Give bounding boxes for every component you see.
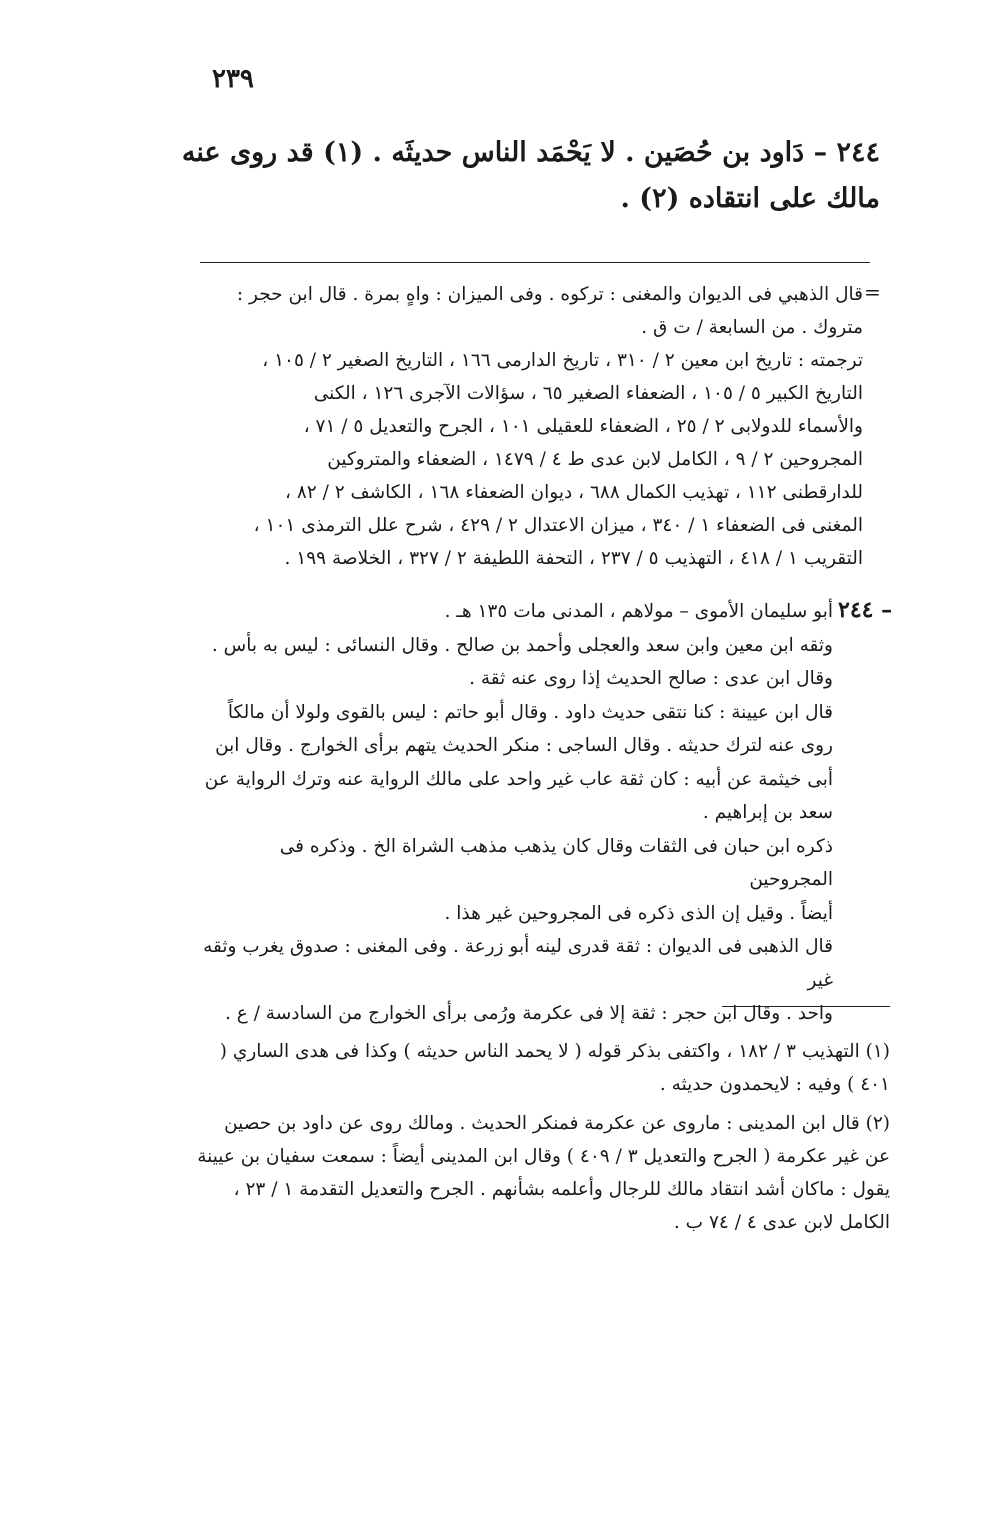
entry-line: قال ابن عيينة : كنا نتقى حديث داود . وقال أبو حاتم : ليس بالقوى ولولا أن مالكاً xyxy=(227,701,833,723)
notes-line: التقريب ١ / ٤١٨ ، التهذيب ٥ / ٢٣٧ ، التحفة اللطيفة ٢ / ٣٢٧ ، الخلاصة ١٩٩ . xyxy=(284,548,863,569)
notes-line: التاريخ الكبير ٥ / ١٠٥ ، الضعفاء الصغير ٦٥ ، سؤالات الآجرى ١٢٦ ، الكنى xyxy=(313,383,863,404)
main-entry-line: مالك على انتقاده (٢) . xyxy=(620,183,880,214)
divider-footnotes xyxy=(722,1006,890,1007)
notes-line: ترجمته : تاريخ ابن معين ٢ / ٣١٠ ، تاريخ الدارمى ١٦٦ ، التاريخ الصغير ٢ / ١٠٥ ، xyxy=(262,350,863,371)
entry-line: وقال ابن عدى : صالح الحديث إذا روى عنه ثقة . xyxy=(469,668,833,689)
divider-top xyxy=(200,262,870,263)
entry-number: ٢٤٤ – xyxy=(838,597,893,623)
entry-line: روى عنه لترك حديثه . وقال الساجى : منكر الحديث يتهم برأى الخوارج . وقال ابن xyxy=(215,735,833,756)
main-entry-line: ٢٤٤ – دَاود بن حُصَين . لا يَحْمَد الناس حديثَه . (١) قد روى عنه xyxy=(181,137,880,168)
entry-line: وثقه ابن معين وابن سعد والعجلى وأحمد بن صالح . وقال النسائى : ليس به بأس . xyxy=(211,634,833,656)
notes-line: قال الذهبي فى الديوان والمغنى : تركوه . وفى الميزان : واهٍ بمرة . قال ابن حجر : xyxy=(236,284,863,305)
footnote: (٢) قال ابن المدينى : ماروى عن عكرمة فمنكر الحديث . ومالك روى عن داود بن حصين عن غير عكرمة ( الجرح والتعديل ٣ / ٤٠٩ ) وقال ابن المدينى أيضاً : سمعت سفيان بن عيينة يقول : ماكان أشد انتقاد مالك للرجال وأعلمه بشأنهم . الجرح والتعديل التقدمة ١ / ٢٣ ، الكامل لابن عدى ٤ / ٧٤ ب . xyxy=(197,1113,890,1233)
entry-244-notes xyxy=(195,595,833,1031)
notes-line: والأسماء للدولابى ٢ / ٢٥ ، الضعفاء للعقيلى ١٠١ ، الجرح والتعديل ٥ / ٧١ ، xyxy=(303,416,863,437)
entry-line: أبى خيثمة عن أبيه : كان ثقة عاب غير واحد على مالك الرواية عنه وترك الرواية عن xyxy=(204,768,833,790)
footnote: (١) التهذيب ٣ / ١٨٢ ، واكتفى بذكر قوله ( لا يحمد الناس حديثه ) وكذا فى هدى الساري ( ٤٠١ ) وفيه : لايحمدون حديثه . xyxy=(219,1041,890,1095)
entry-line: قال الذهبى فى الديوان : ثقة قدرى لينه أبو زرعة . وفى المغنى : صدوق يغرب وثقه غير xyxy=(203,936,833,991)
entry-line: أيضاً . وقيل إن الذى ذكره فى المجروحين غير هذا . xyxy=(444,902,833,924)
notes-line: المجروحين ٢ / ٩ ، الكامل لابن عدى ط ٤ / ١٤٧٩ ، الضعفاء والمتروكين xyxy=(327,449,863,470)
entry-line: أبو سليمان الأموى – مولاهم ، المدنى مات ١٣٥ هـ . xyxy=(444,601,833,622)
page-number: ٢٣٩ xyxy=(212,64,254,94)
entry-line: ذكره ابن حبان فى الثقات وقال كان يذهب مذهب الشراة الخ . وذكره فى المجروحين xyxy=(279,835,833,890)
notes-line: المغنى فى الضعفاء ١ / ٣٤٠ ، ميزان الاعتدال ٢ / ٤٢٩ ، شرح علل الترمذى ١٠١ ، xyxy=(253,515,863,536)
biographical-notes xyxy=(195,278,863,575)
main-entry xyxy=(180,130,880,222)
notes-line: متروك . من السابعة / ت ق . xyxy=(641,317,863,338)
notes-line: للدارقطنى ١١٢ ، تهذيب الكمال ٦٨٨ ، ديوان الضعفاء ١٦٨ ، الكاشف ٢ / ٨٢ ، xyxy=(284,482,863,503)
footnotes xyxy=(195,1035,890,1245)
entry-line: سعد بن إبراهيم . xyxy=(702,802,833,823)
entry-line: واحد . وقال ابن حجر : ثقة إلا فى عكرمة ورُمى برأى الخوارج من السادسة / ع . xyxy=(225,1003,833,1024)
continuation-mark: = xyxy=(864,280,881,304)
